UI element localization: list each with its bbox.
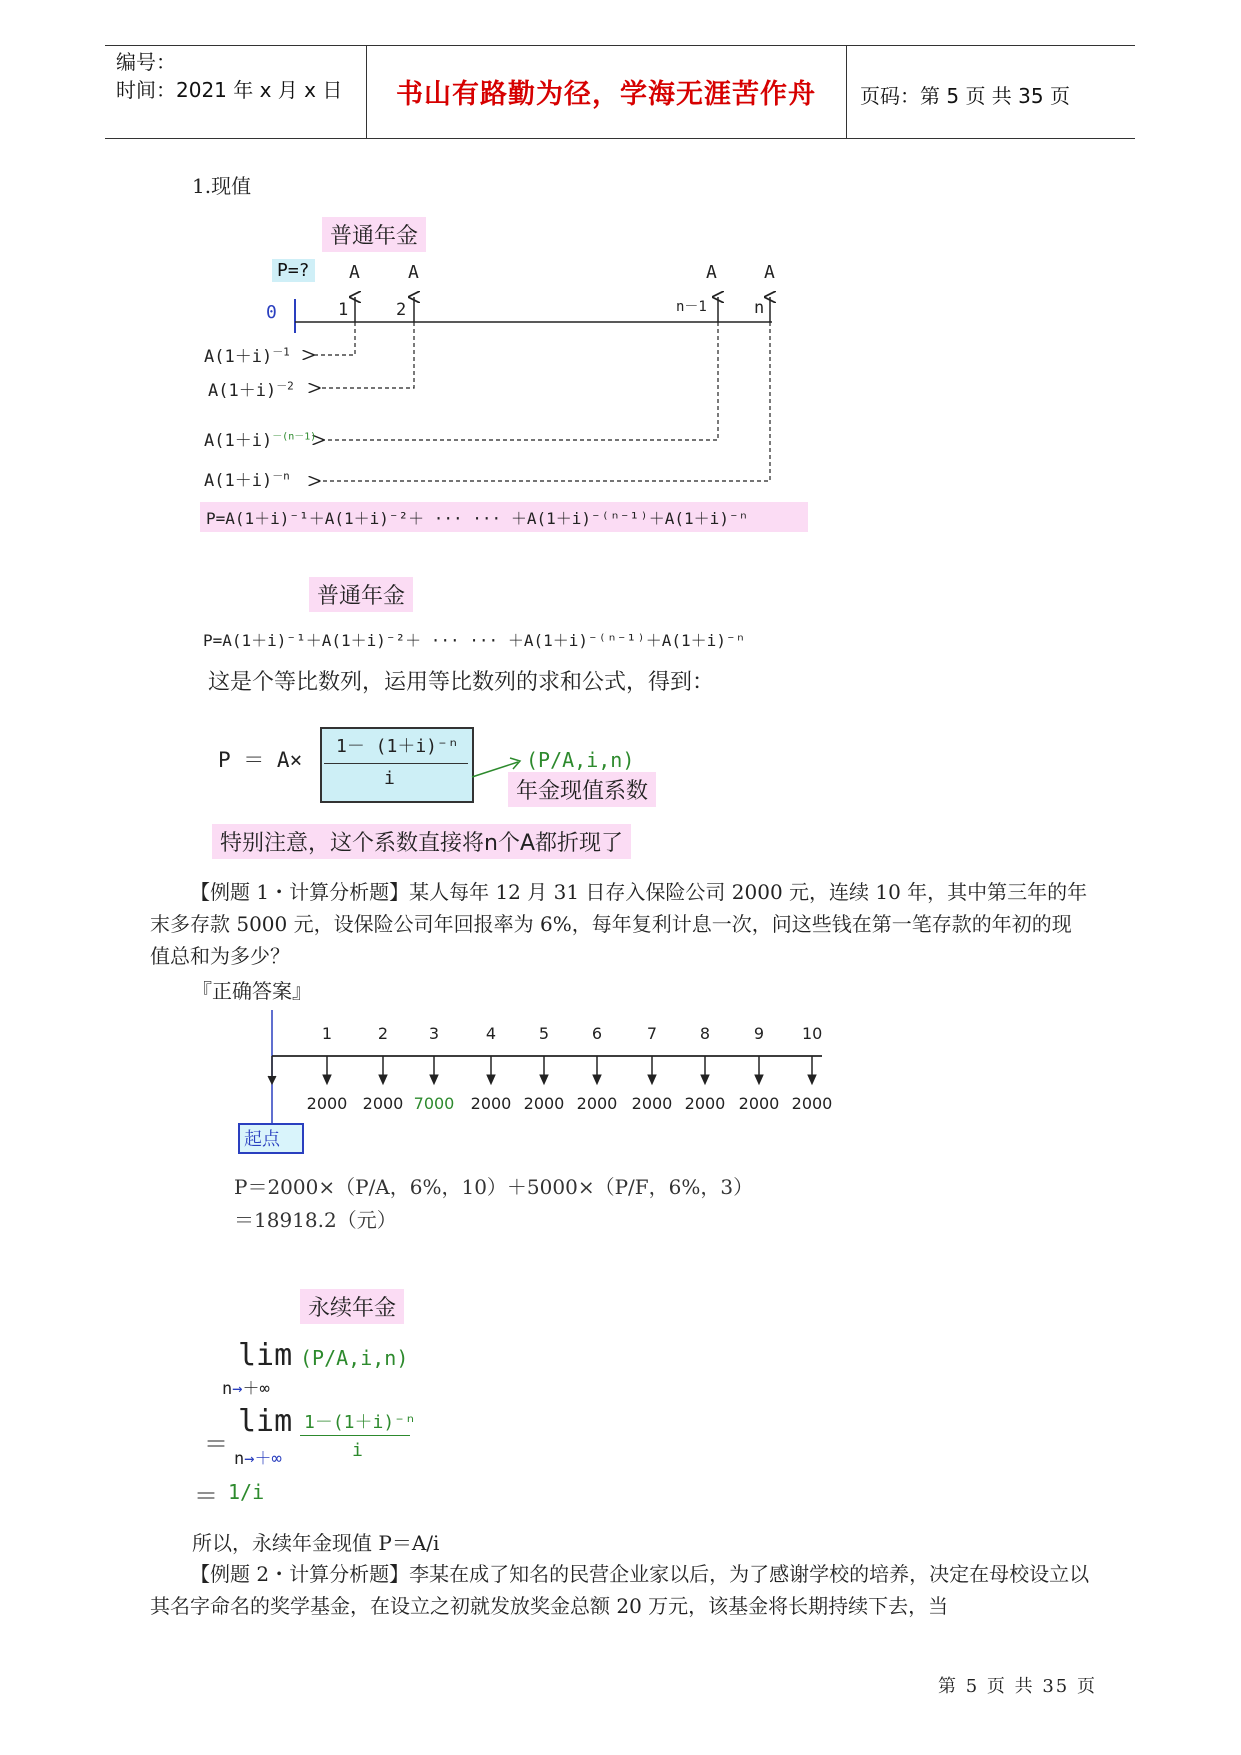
- amount-label: 2000: [791, 1094, 833, 1113]
- year-label: 1: [321, 1024, 333, 1043]
- header-page-info: 页码：第 5 页 共 35 页: [860, 84, 1070, 108]
- time-label: 时间：2021 年 x 月 x 日: [116, 78, 343, 102]
- number-label: 编号：: [116, 50, 176, 74]
- diagram2-title: 普通年金: [309, 577, 413, 612]
- formula-lhs: P ＝ A×: [218, 748, 303, 772]
- example1-formula-line1: P＝2000×（P/A，6%，10）＋5000×（P/F，6%，3）: [234, 1175, 754, 1199]
- payment-arrowhead-1: [323, 1075, 331, 1084]
- lim2-sub: n→＋∞: [234, 1449, 282, 1469]
- discount-term-1: $A(1+i)^{-1}$: [204, 345, 290, 367]
- year-label: 10: [802, 1024, 823, 1043]
- diagram2-sum-formula: P=A(1＋i)⁻¹＋A(1＋i)⁻²＋ ··· ··· ＋A(1＋i)⁻⁽ⁿ⁻¹⁾＋A(1＋i)⁻ⁿ: [203, 631, 746, 650]
- fraction-denominator: i: [384, 768, 395, 789]
- payment-arrowhead-10: [808, 1075, 816, 1084]
- discount-term-n1: $A(1+i)^{-(n-1)}$: [204, 431, 317, 451]
- year-label: 5: [538, 1024, 550, 1043]
- year-label: 7: [646, 1024, 658, 1043]
- a-label-n: A: [764, 262, 775, 283]
- perpetuity-title: 永续年金: [300, 1289, 404, 1324]
- lim2-numerator: 1－(1＋i)⁻ⁿ: [304, 1412, 416, 1433]
- start-arrow-head: [268, 1076, 276, 1084]
- amount-label: 7000: [413, 1094, 455, 1113]
- period-label-2: 2: [396, 300, 407, 320]
- perpetuity-conclusion: 所以，永续年金现值 P＝A/i: [192, 1531, 440, 1555]
- lim1-word: lim: [238, 1338, 293, 1373]
- lim2-word: lim: [238, 1404, 293, 1439]
- discount-term-2: $A(1+i)^{-2}$: [208, 379, 294, 401]
- coefficient-symbol: (P/A,i,n): [526, 748, 635, 772]
- diagram1-p-label: P=?: [272, 259, 315, 282]
- eq-sign-1: ＝: [204, 1430, 228, 1458]
- example1-formula-line2: ＝18918.2（元）: [234, 1208, 397, 1232]
- payment-arrowhead-3: [430, 1075, 438, 1084]
- period-label-n1: n－1: [676, 299, 707, 315]
- zero-label: 0: [266, 302, 277, 323]
- payment-arrowhead-6: [593, 1075, 601, 1084]
- a-label-2: A: [408, 262, 419, 283]
- payment-arrowhead-9: [755, 1075, 763, 1084]
- period-label-1: 1: [338, 300, 349, 320]
- a-label-1: A: [349, 262, 360, 283]
- payment-arrowhead-4: [487, 1075, 495, 1084]
- diagram1-sum-formula: P=A(1＋i)⁻¹＋A(1＋i)⁻²＋ ··· ··· ＋A(1＋i)⁻⁽ⁿ⁻¹⁾＋A(1＋i)⁻ⁿ: [206, 509, 749, 528]
- discount-term-n: $A(1+i)^{-n}$: [204, 469, 290, 491]
- example1-text: 【例题 1・计算分析题】某人每年 12 月 31 日存入保险公司 2000 元，连续 10 年，其中第三年的年末多存款 5000 元，设保险公司年回报率为 6%，每年复利计息一次，问这些钱在第一笔存款的年初的现值总和为多少？: [150, 880, 1088, 968]
- year-label: 3: [428, 1024, 440, 1043]
- amount-label: 2000: [631, 1094, 673, 1113]
- year-label: 2: [377, 1024, 389, 1043]
- lim2-fraction-bar: [300, 1435, 410, 1436]
- diagram1-title: 普通年金: [322, 217, 426, 252]
- start-label: 起点: [244, 1129, 280, 1150]
- amount-label: 2000: [523, 1094, 565, 1113]
- year-label: 6: [591, 1024, 603, 1043]
- header-motto: 书山有路勤为径，学海无涯苦作舟: [396, 79, 816, 110]
- year-label: 4: [485, 1024, 497, 1043]
- year-label: 9: [753, 1024, 765, 1043]
- payment-arrowhead-8: [701, 1075, 709, 1084]
- payment-arrowhead-2: [379, 1075, 387, 1084]
- lim1-expr: (P/A,i,n): [300, 1346, 409, 1370]
- payment-arrowhead-7: [648, 1075, 656, 1084]
- year-label: 8: [699, 1024, 711, 1043]
- payment-arrowhead-5: [540, 1075, 548, 1084]
- amount-label: 2000: [738, 1094, 780, 1113]
- section-title: 1.现值: [192, 174, 252, 198]
- fraction-numerator: 1－ (1＋i)⁻ⁿ: [336, 736, 459, 757]
- amount-label: 2000: [362, 1094, 404, 1113]
- a-label-n1: A: [706, 262, 717, 283]
- amount-label: 2000: [576, 1094, 618, 1113]
- example1-answer-label: 『正确答案』: [192, 979, 312, 1003]
- amount-label: 2000: [306, 1094, 348, 1113]
- lim2-denominator: i: [352, 1440, 363, 1461]
- diagram2-note: 特别注意，这个系数直接将n个A都折现了: [212, 824, 631, 859]
- lim1-sub: n→＋∞: [222, 1379, 270, 1399]
- period-label-n: n: [754, 298, 765, 318]
- diagram2-explanation: 这是个等比数列，运用等比数列的求和公式，得到：: [208, 670, 715, 695]
- perpetuity-result: 1/i: [228, 1480, 265, 1504]
- amount-label: 2000: [684, 1094, 726, 1113]
- page-footer: 第 5 页 共 35 页: [938, 1676, 1097, 1697]
- coefficient-name: 年金现值系数: [508, 772, 656, 807]
- eq-sign-2: ＝: [194, 1482, 218, 1510]
- amount-label: 2000: [470, 1094, 512, 1113]
- example2-text: 【例题 2・计算分析题】李某在成了知名的民营企业家以后，为了感谢学校的培养，决定在母校设立以其名字命名的奖学基金，在设立之初就发放奖金总额 20 万元，该基金将长期持续下去，当: [150, 1562, 1090, 1618]
